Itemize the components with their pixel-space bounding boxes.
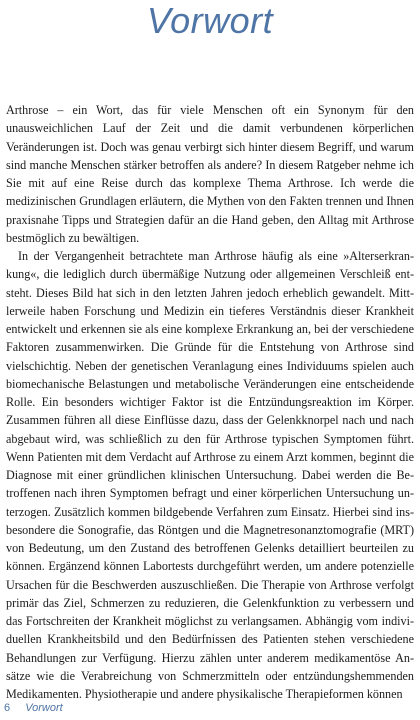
page-number: 6 — [4, 702, 11, 714]
running-head: Vorwort — [25, 702, 63, 714]
body-text — [6, 101, 414, 703]
paragraph-main: In der Vergangenheit betrachtete man Arthrose häufig als eine »Alterserkrankung«, die lediglich durch übermäßige Nutzung oder allgemeinen Verschleiß entsteht. Dieses Bild hat sich in den letzten Jahren jedoch erheblich gewandelt. Mittlerweile haben Forschung und Medizin ein tieferes Verständnis dieser Krankheit entwickelt und erkennen sie als eine komplexe Erkrankung an, bei der verschiedene Faktoren zusammenwirken. Die Gründe für die Entstehung von Arthrose sind vielschichtig. Neben der genetischen Veranlagung eines Individuums spielen auch biomechanische Belastungen und metabolische Veränderungen eine entscheidende Rolle. Ein besonders wichtiger Faktor ist die Entzündungsreaktion im Körper. Zusammen führen all diese Einflüsse dazu, dass der Gelenkknorpel nach und nach abgebaut wird, was schließlich zu den für Arthrose typischen Symptomen führt. Wenn Patienten mit dem Verdacht auf Arthrose zu einem Arzt kommen, beginnt die Diagnose mit einer gründlichen klinischen Untersuchung. Dabei werden die Betroffenen nach ihren Symptomen befragt und einer körperlichen Untersuchung unterzogen. Zusätzlich kommen bildgebende Verfahren zum Einsatz. Hierbei sind insbesondere die Sonografie, das Röntgen und die Magnetresonanztomografie (MRT) von Bedeutung, um den Zustand des betroffenen Gelenks detailliert beurteilen zu können. Ergänzend können Labortests durchgeführt werden, um andere potenzielle Ursachen für die Beschwerden auszuschließen. Die Therapie von Arthrose verfolgt primär das Ziel, Schmerzen zu reduzieren, die Gelenkfunktion zu verbessern und das Fortschreiten der Krankheit möglichst zu verlangsamen. Abhängig vom individuellen Krankheitsbild und den Bedürfnissen des Patienten stehen verschiedene Behandlungen zur Verfügung. Hierzu zählen unter anderem medikamentöse Ansätze wie die Verabreichung von Schmerzmitteln oder entzündungshemmenden Medikamenten. Physiotherapie und andere physikalische Therapieformen können — [6, 249, 414, 701]
chapter-title: Vorwort — [146, 0, 274, 41]
paragraph-intro: Arthrose – ein Wort, das für viele Menschen oft ein Synonym für den unausweichlichen Lauf der Zeit und die damit verbundenen körperlichen Veränderungen ist. Doch was genau verbirgt sich hinter diesem Begriff, und warum sind manche Menschen stärker betroffen als andere? In diesem Ratgeber nehme ich Sie mit auf eine Reise durch das komplexe Thema Arthrose. Ich werde die medizinischen Grundlagen erläutern, die Mythen von den Fakten trennen und Ihnen praxisnahe Tipps und Strategien dafür an die Hand geben, den Alltag mit Arthrose bestmöglich zu bewältigen. — [6, 103, 414, 245]
page-footer — [4, 701, 63, 715]
